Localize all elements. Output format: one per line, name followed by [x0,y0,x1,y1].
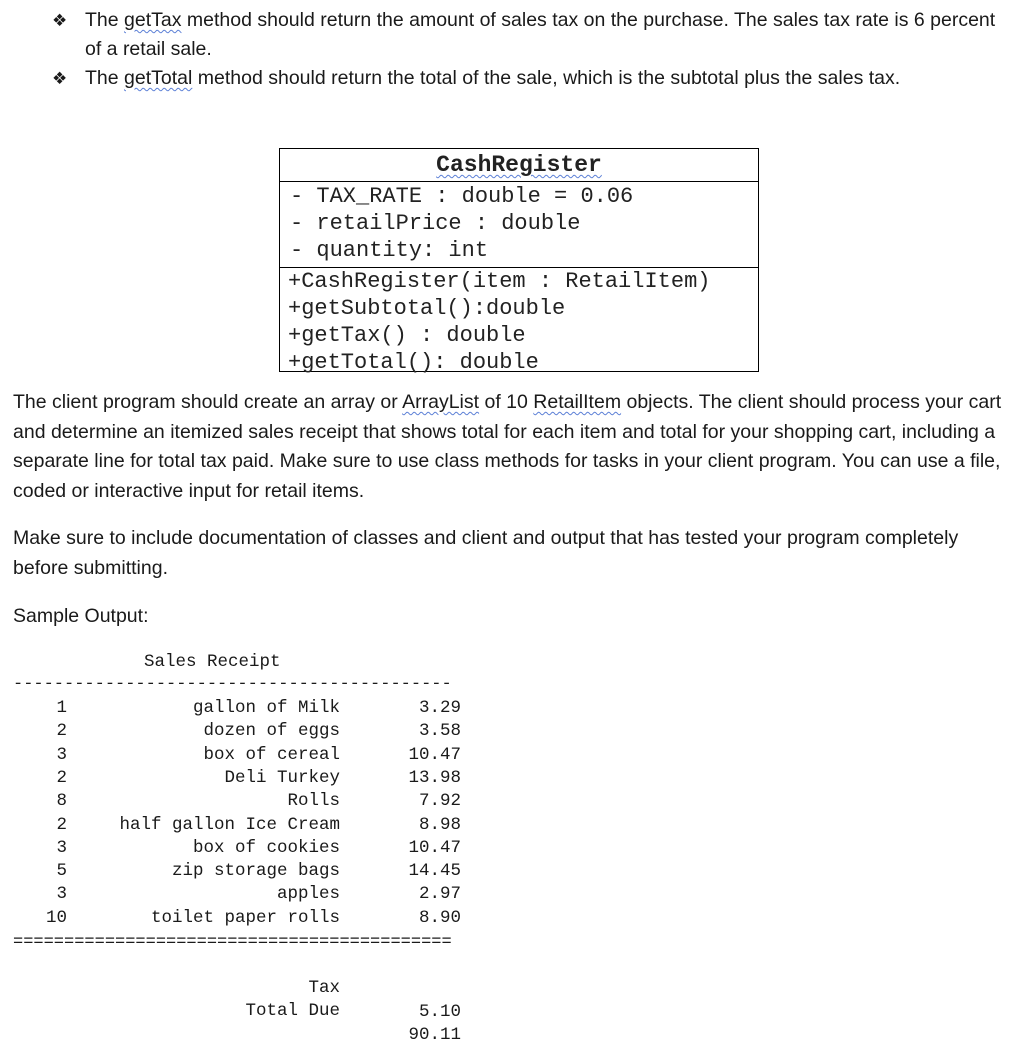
item-price: 3.29 [418,698,461,718]
client-text-pre: The client program should create an array or [13,391,403,413]
arraylist-term: ArrayList [402,391,480,413]
item-description: dozen of eggs [203,721,340,742]
item-description: toilet paper rolls [150,907,340,928]
client-text-post: objects. The client should process your cart and determine an itemized sales receipt that shows total for each item and total for your shopping cart, including a separate line for total tax paid. Make sure to use class methods for tasks in your client program. You can use a file, coded or interactive input for retail items. [13,391,1002,502]
bullet-text-post: method should return the total of the sale, which is the subtotal plus the sales tax. [192,67,901,89]
receipt-dash-rule: ------------------------------------------- [13,675,452,694]
tax-label: Tax [308,978,340,999]
bullet-text-pre: The [85,67,125,89]
receipt-item-row [13,790,473,813]
receipt-item-row [13,837,473,860]
bullet-gettotal [52,64,1012,93]
uml-class-name-text: CashRegister [436,152,602,178]
receipt-item-row [13,860,473,883]
item-description: gallon of Milk [192,698,340,718]
tax-value: 5.10 [418,1001,461,1022]
uml-method: +getSubtotal():double [288,296,566,321]
item-price: 7.92 [418,791,461,812]
item-price: 13.98 [408,767,461,788]
uml-method: +getTotal(): double [288,350,539,375]
uml-method: +CashRegister(item : RetailItem) [288,269,711,294]
item-price: 10.47 [408,744,461,765]
uml-attribute: - retailPrice : double [290,211,581,236]
item-price: 8.98 [418,814,461,835]
item-description: half gallon Ice Cream [119,814,340,835]
receipt-heading: Sales Receipt [144,652,281,672]
item-quantity: 1 [56,698,67,718]
documentation-paragraph: Make sure to include documentation of classes and client and output that has tested your program completely before submitting. [13,527,959,579]
item-description: zip storage bags [171,861,340,882]
item-quantity: 10 [45,907,67,928]
item-price: 10.47 [408,837,461,858]
uml-class-name [280,149,758,182]
uml-class-diagram [279,148,759,375]
uml-attribute: - TAX_RATE : double = 0.06 [290,184,634,209]
item-quantity: 2 [56,814,67,835]
receipt-item-row [13,767,473,790]
retailitem-term: RetailItem [533,391,622,413]
receipt-item-row [13,883,473,906]
item-quantity: 2 [56,721,67,742]
item-price: 8.90 [418,907,461,928]
diamond-bullet-icon: ❖ [52,11,68,30]
item-price: 3.58 [418,721,461,742]
receipt-item-row [13,814,473,837]
uml-attribute: - quantity: int [290,238,489,263]
total-label: Total Due [245,1001,340,1022]
uml-methods [280,268,758,376]
method-name-gettotal: getTotal [124,67,193,89]
item-description: apples [276,884,340,905]
receipt-equals-rule: =========================================== [13,933,452,952]
item-quantity: 3 [56,884,67,905]
bullet-gettax [52,6,1012,64]
uml-method: +getTax() : double [288,323,526,348]
sample-output-label: Sample Output: [13,605,149,627]
client-text-mid: of 10 [479,391,534,413]
item-quantity: 3 [56,744,67,765]
receipt-item-row [13,697,473,720]
bullet-list [52,6,1012,93]
item-description: box of cereal [203,744,340,765]
item-quantity: 2 [56,767,67,788]
uml-attributes [280,182,758,268]
item-quantity: 3 [56,837,67,858]
item-description: Rolls [287,791,340,812]
item-description: Deli Turkey [224,767,340,788]
client-paragraph [13,388,1013,506]
item-description: box of cookies [192,837,340,858]
bullet-text-post: method should return the amount of sales tax on the purchase. The sales tax rate is 6 percent of a retail sale. [85,9,996,60]
bullet-text-pre: The [85,9,125,31]
receipt-item-row [13,744,473,767]
method-name-gettax: getTax [124,9,182,31]
diamond-bullet-icon: ❖ [52,69,68,88]
item-quantity: 8 [56,791,67,812]
receipt-item-row [13,907,473,930]
item-quantity: 5 [56,861,67,882]
item-price: 2.97 [418,884,461,905]
item-price: 14.45 [408,861,461,882]
total-value: 90.11 [408,1024,461,1045]
receipt-item-row [13,720,473,743]
